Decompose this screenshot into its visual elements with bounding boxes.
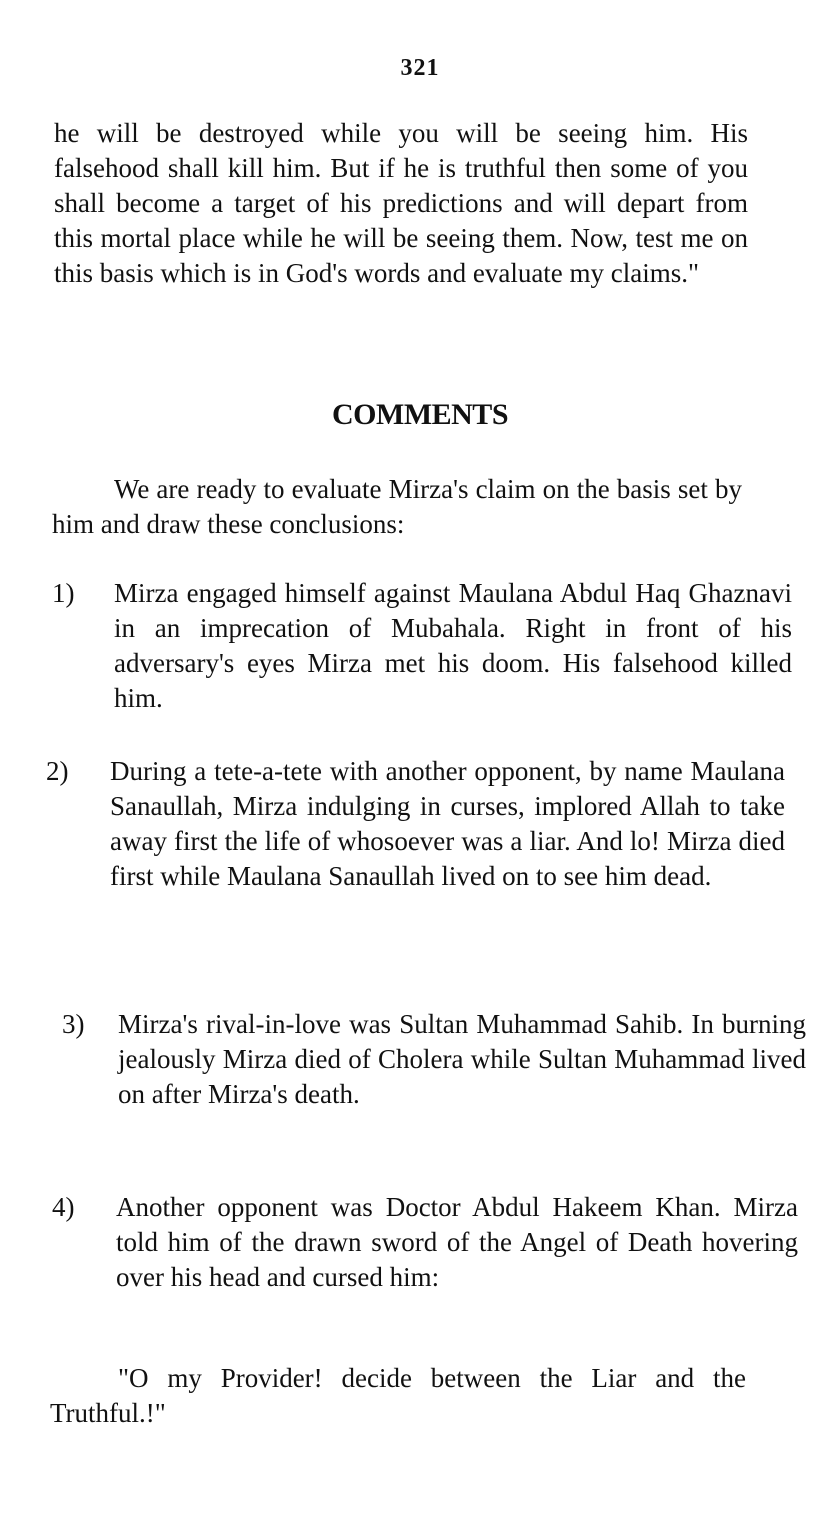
intro-paragraph: he will be destroyed while you will be seeing him. His falsehood shall kill him. But if he is truthful then some of you shall become a target of his predictions and will depart from this mortal place while he will be seeing them. Now, test me on this basis which is in God's words and evaluate my claims."	[54, 118, 748, 288]
list-item-text: Mirza's rival-in-love was Sultan Muhammad Sahib. In burning jealously Mirza died of Cholera while Sultan Muhammad lived on after Mirza's death.	[118, 1009, 806, 1109]
list-item-number: 4)	[52, 1192, 75, 1222]
list-item-text: During a tete-a-tete with another opponent, by name Maulana Sanaullah, Mirza indulging in curses, implored Allah to take away first the life of whosoever was a liar. And lo! Mirza died first while Maulana Sanaullah lived on to see him dead.	[110, 756, 785, 891]
list-item-number: 3)	[62, 1009, 85, 1039]
list-item-text: Mirza engaged himself against Maulana Abdul Haq Ghaznavi in an imprecation of Mubahala. Right in front of his adversary's eyes Mirza met his doom. His falsehood killed him.	[114, 578, 792, 713]
list-item-number: 1)	[52, 578, 75, 608]
lead-paragraph: We are ready to evaluate Mirza's claim on the basis set by him and draw these conclusions:	[52, 474, 742, 539]
section-heading: COMMENTS	[332, 398, 508, 431]
quote-paragraph: "O my Provider! decide between the Liar and the Truthful.!"	[50, 1363, 746, 1428]
list-item-text: Another opponent was Doctor Abdul Hakeem Khan. Mirza told him of the drawn sword of the Angel of Death hovering over his head and cursed him:	[116, 1192, 798, 1292]
page-number: 321	[400, 55, 440, 81]
list-item-number: 2)	[46, 756, 69, 786]
